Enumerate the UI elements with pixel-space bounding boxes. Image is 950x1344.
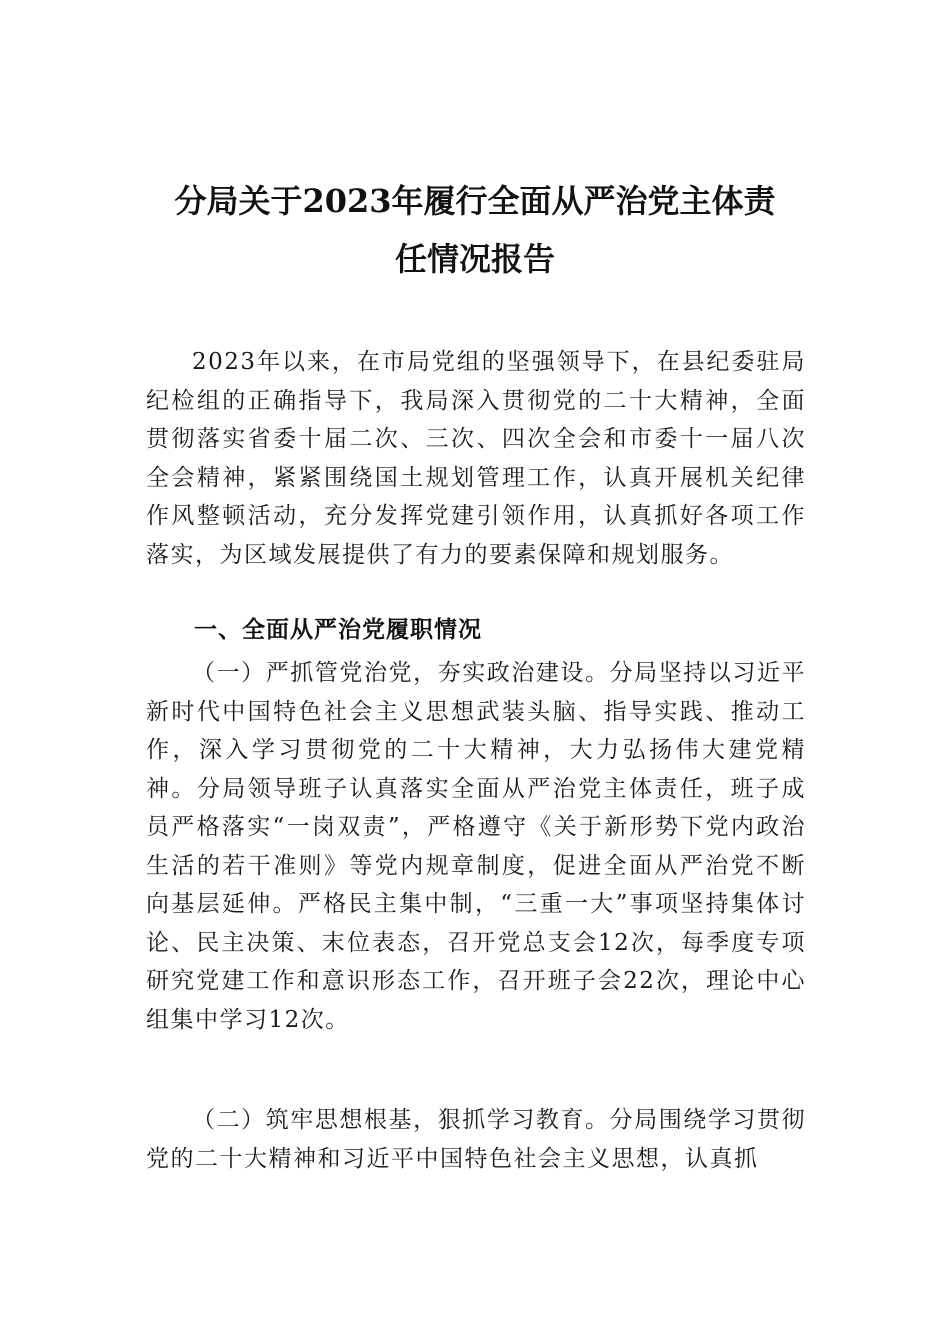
intro-paragraph-block: [146, 343, 806, 574]
section-paragraph-block-2: [146, 1101, 806, 1178]
title-line-2: 任情况报告: [394, 240, 555, 278]
document-title: [140, 172, 810, 288]
section-heading: 一、全面从严治党履职情况: [194, 617, 482, 643]
section-paragraph-2: （二）筑牢思想根基，狠抓学习教育。分局围绕学习贯彻党的二十大精神和习近平中国特色社会主义思想，认真抓: [146, 1107, 806, 1172]
section-paragraph-1: （一）严抓管党治党，夯实政治建设。分局坚持以习近平新时代中国特色社会主义思想武装头脑、指导实践、推动工作，深入学习贯彻党的二十大精神，大力弘扬伟大建党精神。分局领导班子认真落实全面从严治党主体责任，班子成员严格落实“一岗双责”，严格遵守《关于新形势下党内政治生活的若干准则》等党内规章制度，促进全面从严治党不断向基层延伸。严格民主集中制，“三重一大”事项坚持集体讨论、民主决策、末位表态，召开党总支会12次，每季度专项研究党建工作和意识形态工作，召开班子会22次，理论中心组集中学习12次。: [146, 660, 806, 1033]
title-line-1: 分局关于2023年履行全面从严治党主体责: [174, 182, 776, 220]
section-paragraph-block-1: [146, 654, 806, 1039]
intro-paragraph: 2023年以来，在市局党组的坚强领导下，在县纪委驻局纪检组的正确指导下，我局深入贯彻党的二十大精神，全面贯彻落实省委十届二次、三次、四次全会和市委十一届八次全会精神，紧紧围绕国土规划管理工作，认真开展机关纪律作风整顿活动，充分发挥党建引领作用，认真抓好各项工作落实，为区域发展提供了有力的要素保障和规划服务。: [146, 349, 806, 568]
